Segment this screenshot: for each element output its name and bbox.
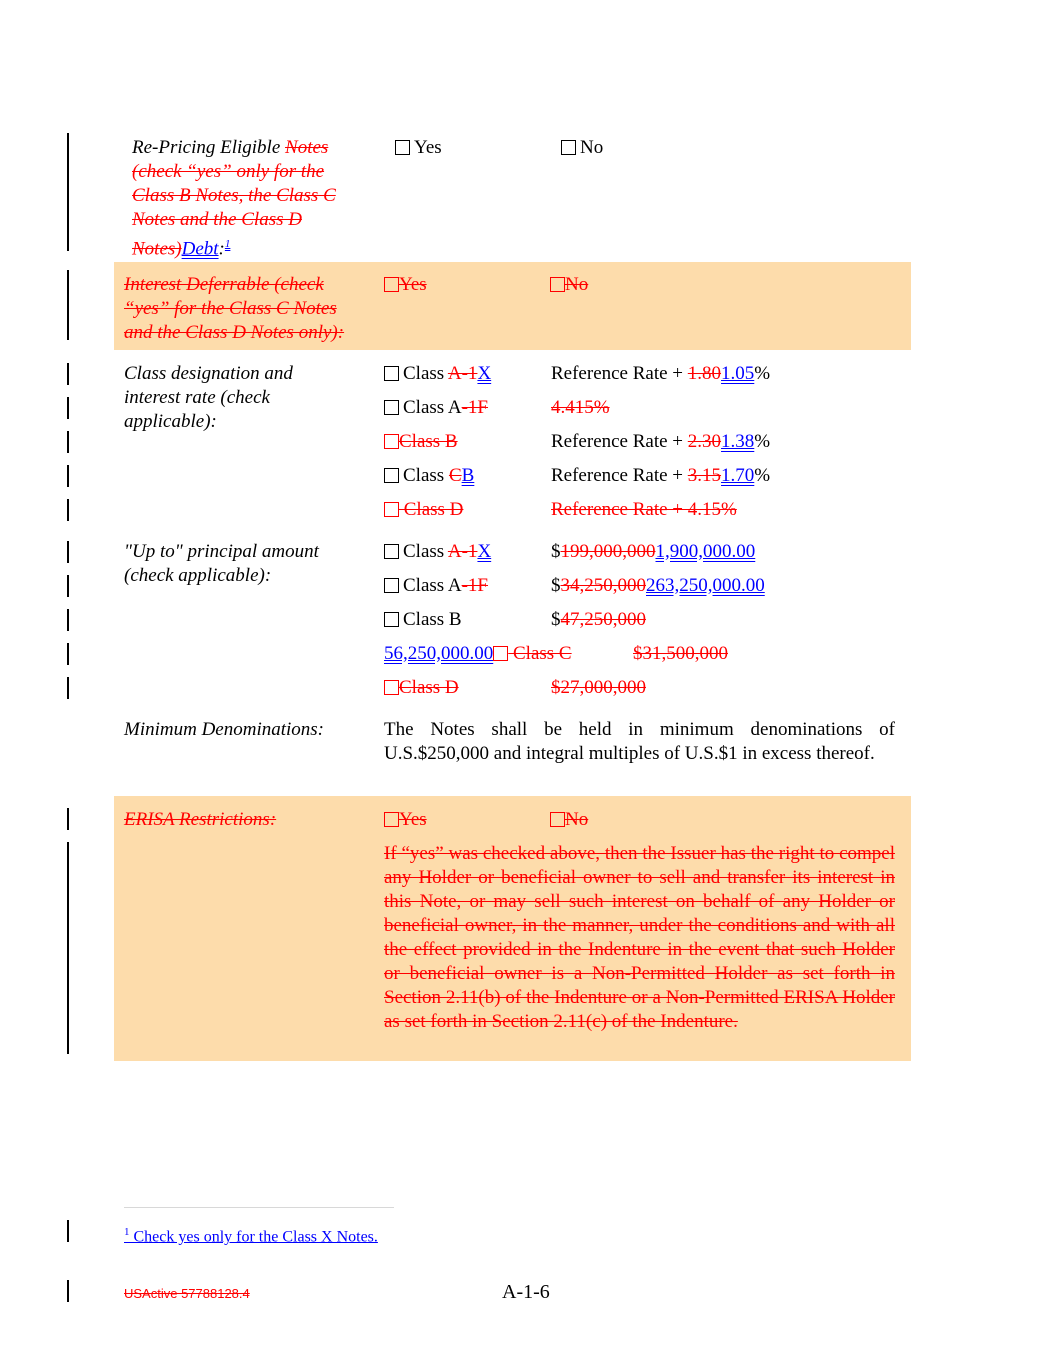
principal-amount: $199,000,0001,900,000.00	[551, 541, 756, 562]
change-bar	[67, 643, 69, 665]
change-bar	[67, 499, 69, 521]
checkbox[interactable]	[493, 646, 508, 661]
principal-class-option[interactable]: Class A-1F	[384, 574, 488, 598]
change-bar	[67, 397, 69, 419]
change-bar	[67, 270, 69, 340]
erisa-no-option[interactable]: No	[550, 808, 588, 832]
checkbox[interactable]	[384, 680, 399, 695]
principal-amount: 56,250,000.00	[384, 643, 494, 664]
change-bar	[67, 465, 69, 487]
footnote: $^1$ Check yes only for the Class X Notes.	[124, 1226, 378, 1246]
repricing-label: Re-Pricing Eligible Notes (check “yes” only for the Class B Notes, the Class C Notes and the Class D Notes)Debt:$^1$	[132, 137, 336, 260]
checkbox[interactable]	[395, 140, 410, 155]
class-option[interactable]: Class A-1X	[384, 362, 491, 386]
erisa-label: ERISA Restrictions:	[124, 809, 277, 830]
checkbox[interactable]	[550, 277, 565, 292]
checkbox[interactable]	[384, 502, 399, 517]
repricing-yes-option[interactable]: Yes	[395, 136, 442, 160]
class-designation-label: Class designation and interest rate (check applicable):	[124, 363, 293, 432]
checkbox[interactable]	[384, 277, 399, 292]
footnote-separator	[124, 1207, 394, 1208]
interest-deferrable-yes-option[interactable]: Yes	[384, 273, 427, 297]
checkbox[interactable]	[384, 544, 399, 559]
checkbox[interactable]	[384, 612, 399, 627]
change-bar	[67, 541, 69, 563]
principal-label: "Up to" principal amount (check applicable):	[124, 541, 319, 586]
repricing-no-option[interactable]: No	[561, 136, 603, 160]
interest-rate: Reference Rate + 3.151.70%	[551, 465, 771, 486]
checkbox[interactable]	[384, 468, 399, 483]
document-id: USActive 57788128.4	[124, 1286, 250, 1301]
checkbox[interactable]	[384, 366, 399, 381]
change-bar	[67, 808, 69, 830]
checkbox[interactable]	[384, 812, 399, 827]
interest-rate: Reference Rate + 2.301.38%	[551, 431, 771, 452]
checkbox[interactable]	[550, 812, 565, 827]
interest-rate: Reference Rate + 4.15%	[551, 499, 737, 520]
principal-amount: $47,250,000	[551, 609, 646, 630]
erisa-text: If “yes” was checked above, then the Issuer has the right to compel any Holder or beneficial owner to sell and transfer its interest in this Note, or may sell such interest on behalf of any Holder or beneficial owner, in the manner, under the conditions and with all the effect provided in the Indenture in the event that such Holder or beneficial owner is a Non-Permitted Holder as set forth in Section 2.11(b) of the Indenture or a Non-Permitted ERISA Holder as set forth in Section 2.11(c) of the Indenture.	[384, 843, 895, 1032]
interest-rate: Reference Rate + 1.801.05%	[551, 363, 771, 384]
principal-class-option[interactable]: Class A-1X	[384, 540, 491, 564]
change-bar	[67, 1220, 69, 1242]
min-denominations-label: Minimum Denominations:	[124, 719, 325, 740]
page-number: A-1-6	[502, 1281, 550, 1303]
change-bar	[67, 133, 69, 251]
change-bar	[67, 842, 69, 1054]
change-bar	[67, 677, 69, 699]
principal-amount: $27,000,000	[551, 677, 646, 698]
erisa-yes-option[interactable]: Yes	[384, 808, 427, 832]
principal-class-option[interactable]: Class B	[384, 608, 462, 632]
change-bar	[67, 575, 69, 597]
class-option[interactable]: Class CB	[384, 464, 474, 488]
change-bar	[67, 609, 69, 631]
change-bar	[67, 431, 69, 453]
interest-deferrable-no-option[interactable]: No	[550, 273, 588, 297]
principal-class-option[interactable]: Class D	[384, 676, 459, 700]
principal-amount: $34,250,000263,250,000.00	[551, 575, 765, 596]
principal-amount: $31,500,000	[633, 643, 728, 664]
interest-deferrable-label: Interest Deferrable (check “yes” for the Class C Notes and the Class D Notes only):	[124, 274, 345, 343]
change-bar	[67, 1280, 69, 1302]
interest-rate: 4.415%	[551, 397, 610, 418]
class-option[interactable]: Class D	[384, 498, 463, 522]
checkbox[interactable]	[384, 434, 399, 449]
checkbox[interactable]	[561, 140, 576, 155]
change-bar	[67, 363, 69, 385]
footnote-ref[interactable]: 1	[224, 238, 231, 250]
principal-class-option[interactable]: 56,250,000.00 Class C	[384, 643, 572, 664]
min-denominations-text: The Notes shall be held in minimum denominations of U.S.$250,000 and integral multiples of U.S.$1 in excess thereof.	[384, 719, 895, 764]
checkbox[interactable]	[384, 578, 399, 593]
class-option[interactable]: Class B	[384, 430, 458, 454]
checkbox[interactable]	[384, 400, 399, 415]
class-option[interactable]: Class A-1F	[384, 396, 488, 420]
